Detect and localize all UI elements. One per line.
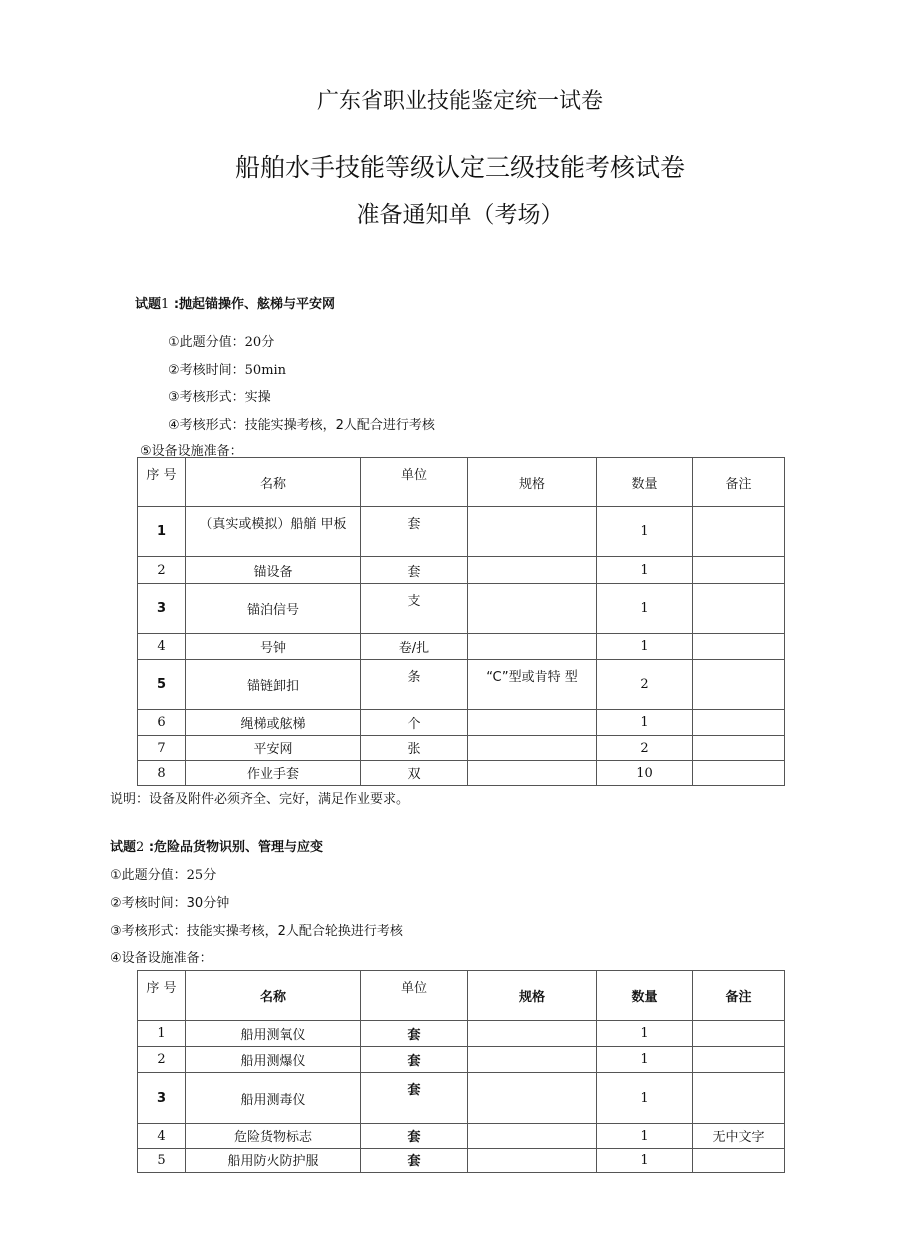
cell-unit: 套 — [361, 507, 468, 557]
cell-note — [693, 660, 785, 710]
cell-no: 5 — [138, 1149, 186, 1173]
cell-qty: 2 — [597, 660, 693, 710]
cell-note — [693, 507, 785, 557]
cell-unit: 条 — [361, 660, 468, 710]
cell-name: 平安网 — [186, 736, 361, 761]
cell-note — [693, 1073, 785, 1124]
cell-spec — [468, 710, 597, 736]
cell-note — [693, 710, 785, 736]
table-row — [138, 1124, 785, 1149]
table-row — [138, 1021, 785, 1047]
cell-name: 船用测爆仪 — [186, 1047, 361, 1073]
cell-name: （真实或模拟）船艏 甲板 — [186, 507, 361, 557]
cell-unit: 个 — [361, 710, 468, 736]
q1-title-prefix: 试题 — [135, 297, 162, 312]
header-no: 序 号 — [138, 971, 186, 1021]
q1-time-value: 50min — [244, 363, 287, 378]
exam-title: 船舶水手技能等级认定三级技能考核试卷 — [234, 153, 685, 182]
cell-name: 危险货物标志 — [186, 1124, 361, 1149]
header-name: 名称 — [186, 971, 361, 1021]
q2-time-label: ②考核时间： — [110, 896, 187, 911]
cell-unit: 套 — [361, 557, 468, 584]
cell-no: 2 — [138, 1047, 186, 1073]
table-row — [138, 584, 785, 634]
q1-title — [135, 293, 335, 312]
cell-note — [693, 761, 785, 786]
cell-unit: 卷/扎 — [361, 634, 468, 660]
notice-title: 准备通知单（考场） — [356, 202, 564, 228]
exam-authority-title: 广东省职业技能鉴定统一试卷 — [316, 89, 603, 114]
cell-spec — [468, 1021, 597, 1047]
header-note: 备注 — [693, 971, 785, 1021]
cell-spec — [468, 1047, 597, 1073]
cell-note — [693, 584, 785, 634]
cell-qty: 1 — [597, 634, 693, 660]
q1-score — [168, 331, 274, 350]
cell-qty: 1 — [597, 1047, 693, 1073]
cell-note — [693, 634, 785, 660]
cell-name: 锚泊信号 — [186, 584, 361, 634]
cell-note — [693, 1021, 785, 1047]
cell-unit: 套 — [361, 1073, 468, 1124]
cell-qty: 1 — [597, 1149, 693, 1173]
table-header-row — [138, 971, 785, 1021]
cell-note — [693, 1149, 785, 1173]
cell-note: 无中文字 — [693, 1124, 785, 1149]
header-name: 名称 — [186, 458, 361, 507]
cell-note — [693, 736, 785, 761]
cell-note — [693, 557, 785, 584]
q2-score — [110, 864, 216, 883]
cell-spec — [468, 557, 597, 584]
table-row — [138, 1073, 785, 1124]
cell-qty: 1 — [597, 1124, 693, 1149]
cell-no: 1 — [138, 507, 186, 557]
cell-no: 4 — [138, 1124, 186, 1149]
cell-qty: 2 — [597, 736, 693, 761]
cell-name: 绳梯或舷梯 — [186, 710, 361, 736]
cell-unit: 套 — [361, 1149, 468, 1173]
cell-qty: 1 — [597, 1073, 693, 1124]
cell-spec — [468, 1073, 597, 1124]
cell-qty: 10 — [597, 761, 693, 786]
q1-equipment-label: ⑤设备设施准备： — [140, 444, 243, 459]
q1-time-label: ②考核时间： — [168, 363, 245, 378]
q2-score-label: ①此题分值： — [110, 868, 187, 883]
cell-unit: 张 — [361, 736, 468, 761]
cell-qty: 1 — [597, 584, 693, 634]
cell-no: 3 — [138, 584, 186, 634]
q2-equipment-table — [137, 970, 785, 1173]
cell-qty: 1 — [597, 507, 693, 557]
q2-title-text: :危险品货物识别、管理与应变 — [148, 840, 324, 855]
cell-spec — [468, 584, 597, 634]
cell-spec — [468, 761, 597, 786]
header-unit: 单位 — [361, 971, 468, 1021]
table-row — [138, 761, 785, 786]
table-row — [138, 1047, 785, 1073]
q1-form: ③考核形式：实操 — [168, 390, 271, 405]
cell-no: 6 — [138, 710, 186, 736]
cell-no: 8 — [138, 761, 186, 786]
q1-form-detail: ④考核形式：技能实操考核，2人配合进行考核 — [168, 418, 435, 433]
table-row — [138, 507, 785, 557]
header-qty: 数量 — [597, 971, 693, 1021]
cell-no: 7 — [138, 736, 186, 761]
q2-form: ③考核形式：技能实操考核，2人配合轮换进行考核 — [110, 924, 403, 939]
q1-note: 说明：设备及附件必须齐全、完好，满足作业要求。 — [110, 792, 410, 807]
q1-title-number: 1 — [161, 297, 170, 312]
table-header-row — [138, 458, 785, 507]
cell-spec — [468, 1149, 597, 1173]
header-spec: 规格 — [468, 971, 597, 1021]
cell-qty: 1 — [597, 557, 693, 584]
cell-name: 船用测毒仪 — [186, 1073, 361, 1124]
cell-unit: 套 — [361, 1124, 468, 1149]
q2-time-value: 30分钟 — [186, 896, 230, 911]
cell-spec — [468, 1124, 597, 1149]
cell-no: 2 — [138, 557, 186, 584]
table-row — [138, 557, 785, 584]
header-qty: 数量 — [597, 458, 693, 507]
cell-note — [693, 1047, 785, 1073]
cell-spec — [468, 507, 597, 557]
cell-unit: 套 — [361, 1047, 468, 1073]
q2-title — [110, 836, 323, 855]
table-row — [138, 1149, 785, 1173]
cell-name: 号钟 — [186, 634, 361, 660]
header-note: 备注 — [693, 458, 785, 507]
cell-no: 5 — [138, 660, 186, 710]
table-row — [138, 710, 785, 736]
cell-unit: 双 — [361, 761, 468, 786]
table-row — [138, 736, 785, 761]
cell-unit: 支 — [361, 584, 468, 634]
cell-no: 4 — [138, 634, 186, 660]
table-row — [138, 634, 785, 660]
cell-spec — [468, 736, 597, 761]
cell-spec — [468, 634, 597, 660]
cell-name: 锚设备 — [186, 557, 361, 584]
q1-score-value: 20分 — [244, 335, 275, 350]
q2-score-value: 25分 — [186, 868, 217, 883]
q1-score-label: ①此题分值： — [168, 335, 245, 350]
header-spec: 规格 — [468, 458, 597, 507]
table-row — [138, 660, 785, 710]
cell-unit: 套 — [361, 1021, 468, 1047]
q1-equipment-table — [137, 457, 785, 786]
cell-no: 3 — [138, 1073, 186, 1124]
q2-equipment-label: ④设备设施准备： — [110, 951, 213, 966]
cell-name: 船用测氧仪 — [186, 1021, 361, 1047]
header-no: 序 号 — [138, 458, 186, 507]
q2-title-prefix: 试题 — [110, 840, 137, 855]
q1-time — [168, 359, 286, 378]
cell-name: 船用防火防护服 — [186, 1149, 361, 1173]
cell-name: 锚链卸扣 — [186, 660, 361, 710]
cell-spec: “C”型或肯特 型 — [468, 660, 597, 710]
header-unit: 单位 — [361, 458, 468, 507]
q2-title-number: 2 — [136, 840, 145, 855]
cell-qty: 1 — [597, 710, 693, 736]
q1-title-text: :抛起锚操作、舷梯与平安网 — [173, 297, 336, 312]
cell-qty: 1 — [597, 1021, 693, 1047]
cell-name: 作业手套 — [186, 761, 361, 786]
cell-no: 1 — [138, 1021, 186, 1047]
q2-time — [110, 892, 229, 911]
